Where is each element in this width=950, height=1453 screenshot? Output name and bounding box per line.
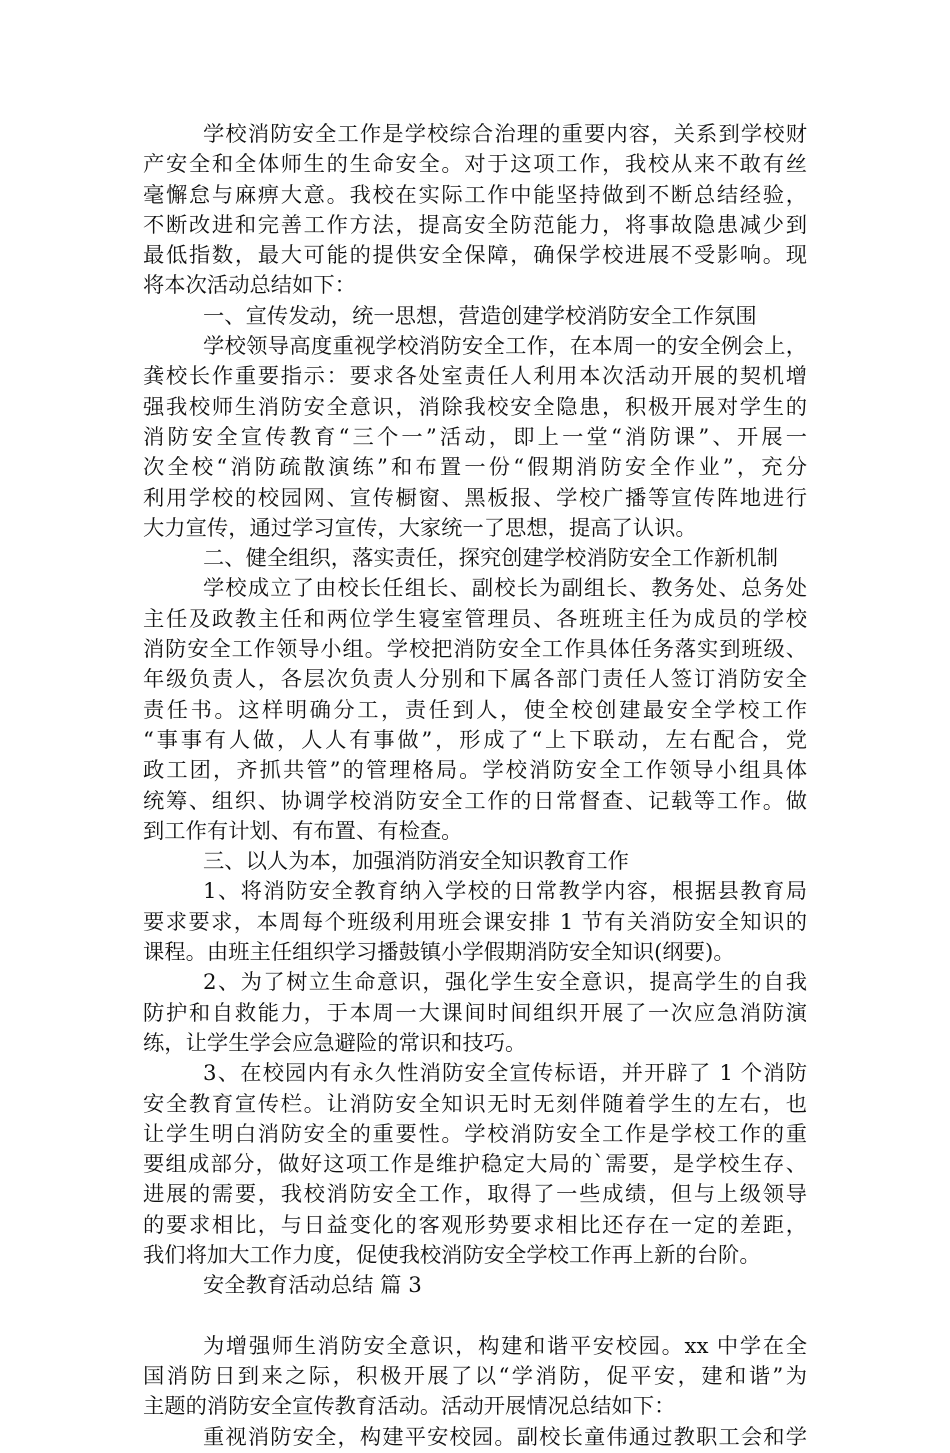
text-line: 我们将加大工作力度，促使我校消防安全学校工作再上新的台阶。 (143, 1242, 761, 1268)
text-line: 防护和自救能力，于本周一大课间时间组织开展了一次应急消防演 (143, 1000, 807, 1026)
text-line: 课程。由班主任组织学习播鼓镇小学假期消防安全知识(纲要)。 (143, 940, 735, 966)
document-page (143, 120, 807, 1453)
text-line: 政工团，齐抓共管”的管理格局。学校消防安全工作领导小组具体 (143, 758, 807, 784)
text-line: 学校消防安全工作是学校综合治理的重要内容，关系到学校财 (203, 122, 807, 147)
text-line: 责任书。这样明确分工，责任到人，使全校创建最安全学校工作 (143, 697, 807, 723)
text-line: 学校领导高度重视学校消防安全工作，在本周一的安全例会上， (203, 334, 807, 360)
text-line: 主任及政教主任和两位学生寝室管理员、各班班主任为成员的学校 (143, 606, 807, 632)
text-line: 为增强师生消防安全意识，构建和谐平安校园。xx 中学在全 (203, 1333, 807, 1359)
text-line: 的要求相比，与日益变化的客观形势要求相比还存在一定的差距， (143, 1212, 807, 1238)
text-line: 学校成立了由校长任组长、副校长为副组长、教务处、总务处 (203, 576, 807, 602)
text-line: 统筹、组织、协调学校消防安全工作的日常督查、记载等工作。做 (143, 788, 807, 814)
text-line: 毫懈怠与麻痹大意。我校在实际工作中能坚持做到不断总结经验， (143, 182, 807, 208)
text-line: 让学生明白消防安全的重要性。学校消防安全工作是学校工作的重 (143, 1121, 807, 1147)
text-line: 龚校长作重要指示：要求各处室责任人利用本次活动开展的契机增 (143, 364, 807, 390)
text-line: 消防安全宣传教育“三个一”活动，即上一堂“消防课”、开展一 (143, 424, 807, 450)
text-line: 年级负责人，各层次负责人分别和下属各部门责任人签订消防安全 (143, 667, 807, 693)
text-line: 重视消防安全，构建平安校园。副校长童伟通过教职工会和学 (203, 1424, 807, 1450)
text-line: 消防安全工作领导小组。学校把消防安全工作具体任务落实到班级、 (143, 637, 807, 663)
text-line: 要组成部分，做好这项工作是维护稳定大局的`需要，是学校生存、 (143, 1152, 807, 1178)
text-line: 最低指数，最大可能的提供安全保障，确保学校进展不受影响。现 (143, 243, 807, 269)
text-line: 安全教育宣传栏。让消防安全知识无时无刻伴随着学生的左右，也 (143, 1091, 807, 1117)
text-line: 国消防日到来之际，积极开展了以“学消防，促平安，建和谐”为 (143, 1364, 807, 1390)
text-line: 要求要求，本周每个班级利用班会课安排 1 节有关消防安全知识的 (143, 909, 807, 935)
text-line: 大力宣传，通过学习宣传，大家统一了思想，提高了认识。 (143, 515, 697, 541)
text-line: 将本次活动总结如下： (143, 273, 356, 299)
section-3-heading: 安全教育活动总结 篇 3 (203, 1273, 422, 1299)
text-line: 产安全和全体师生的生命安全。对于这项工作，我校从来不敢有丝 (143, 152, 807, 178)
subheading-3: 三、以人为本，加强消防消安全知识教育工作 (203, 849, 629, 875)
text-line: “事事有人做，人人有事做”，形成了“上下联动，左右配合，党 (143, 727, 807, 753)
text-line: 不断改进和完善工作方法，提高安全防范能力，将事故隐患减少到 (143, 212, 807, 238)
section-2-body (143, 120, 807, 1271)
text-line: 强我校师生消防安全意识，消除我校安全隐患，积极开展对学生的 (143, 394, 807, 420)
text-line: 到工作有计划、有布置、有检查。 (143, 818, 463, 844)
text-line: 主题的消防安全宣传教育活动。活动开展情况总结如下： (143, 1394, 676, 1420)
blank-line (143, 1302, 807, 1332)
text-line: 1、将消防安全教育纳入学校的日常教学内容，根据县教育局 (203, 879, 807, 905)
section-3-body (143, 1332, 807, 1453)
text-line: 3、在校园内有永久性消防安全宣传标语，并开辟了 1 个消防 (203, 1061, 807, 1087)
text-line: 练，让学生学会应急避险的常识和技巧。 (143, 1030, 527, 1056)
subheading-1: 一、宣传发动，统一思想，营造创建学校消防安全工作氛围 (203, 303, 757, 329)
text-line: 次全校“消防疏散演练”和布置一份“假期消防安全作业”，充分 (143, 455, 807, 481)
text-line: 进展的需要，我校消防安全工作，取得了一些成绩，但与上级领导 (143, 1182, 807, 1208)
text-line: 利用学校的校园网、宣传橱窗、黑板报、学校广播等宣传阵地进行 (143, 485, 807, 511)
text-line: 2、为了树立生命意识，强化学生安全意识，提高学生的自我 (203, 970, 807, 996)
subheading-2: 二、健全组织，落实责任，探究创建学校消防安全工作新机制 (203, 546, 779, 572)
